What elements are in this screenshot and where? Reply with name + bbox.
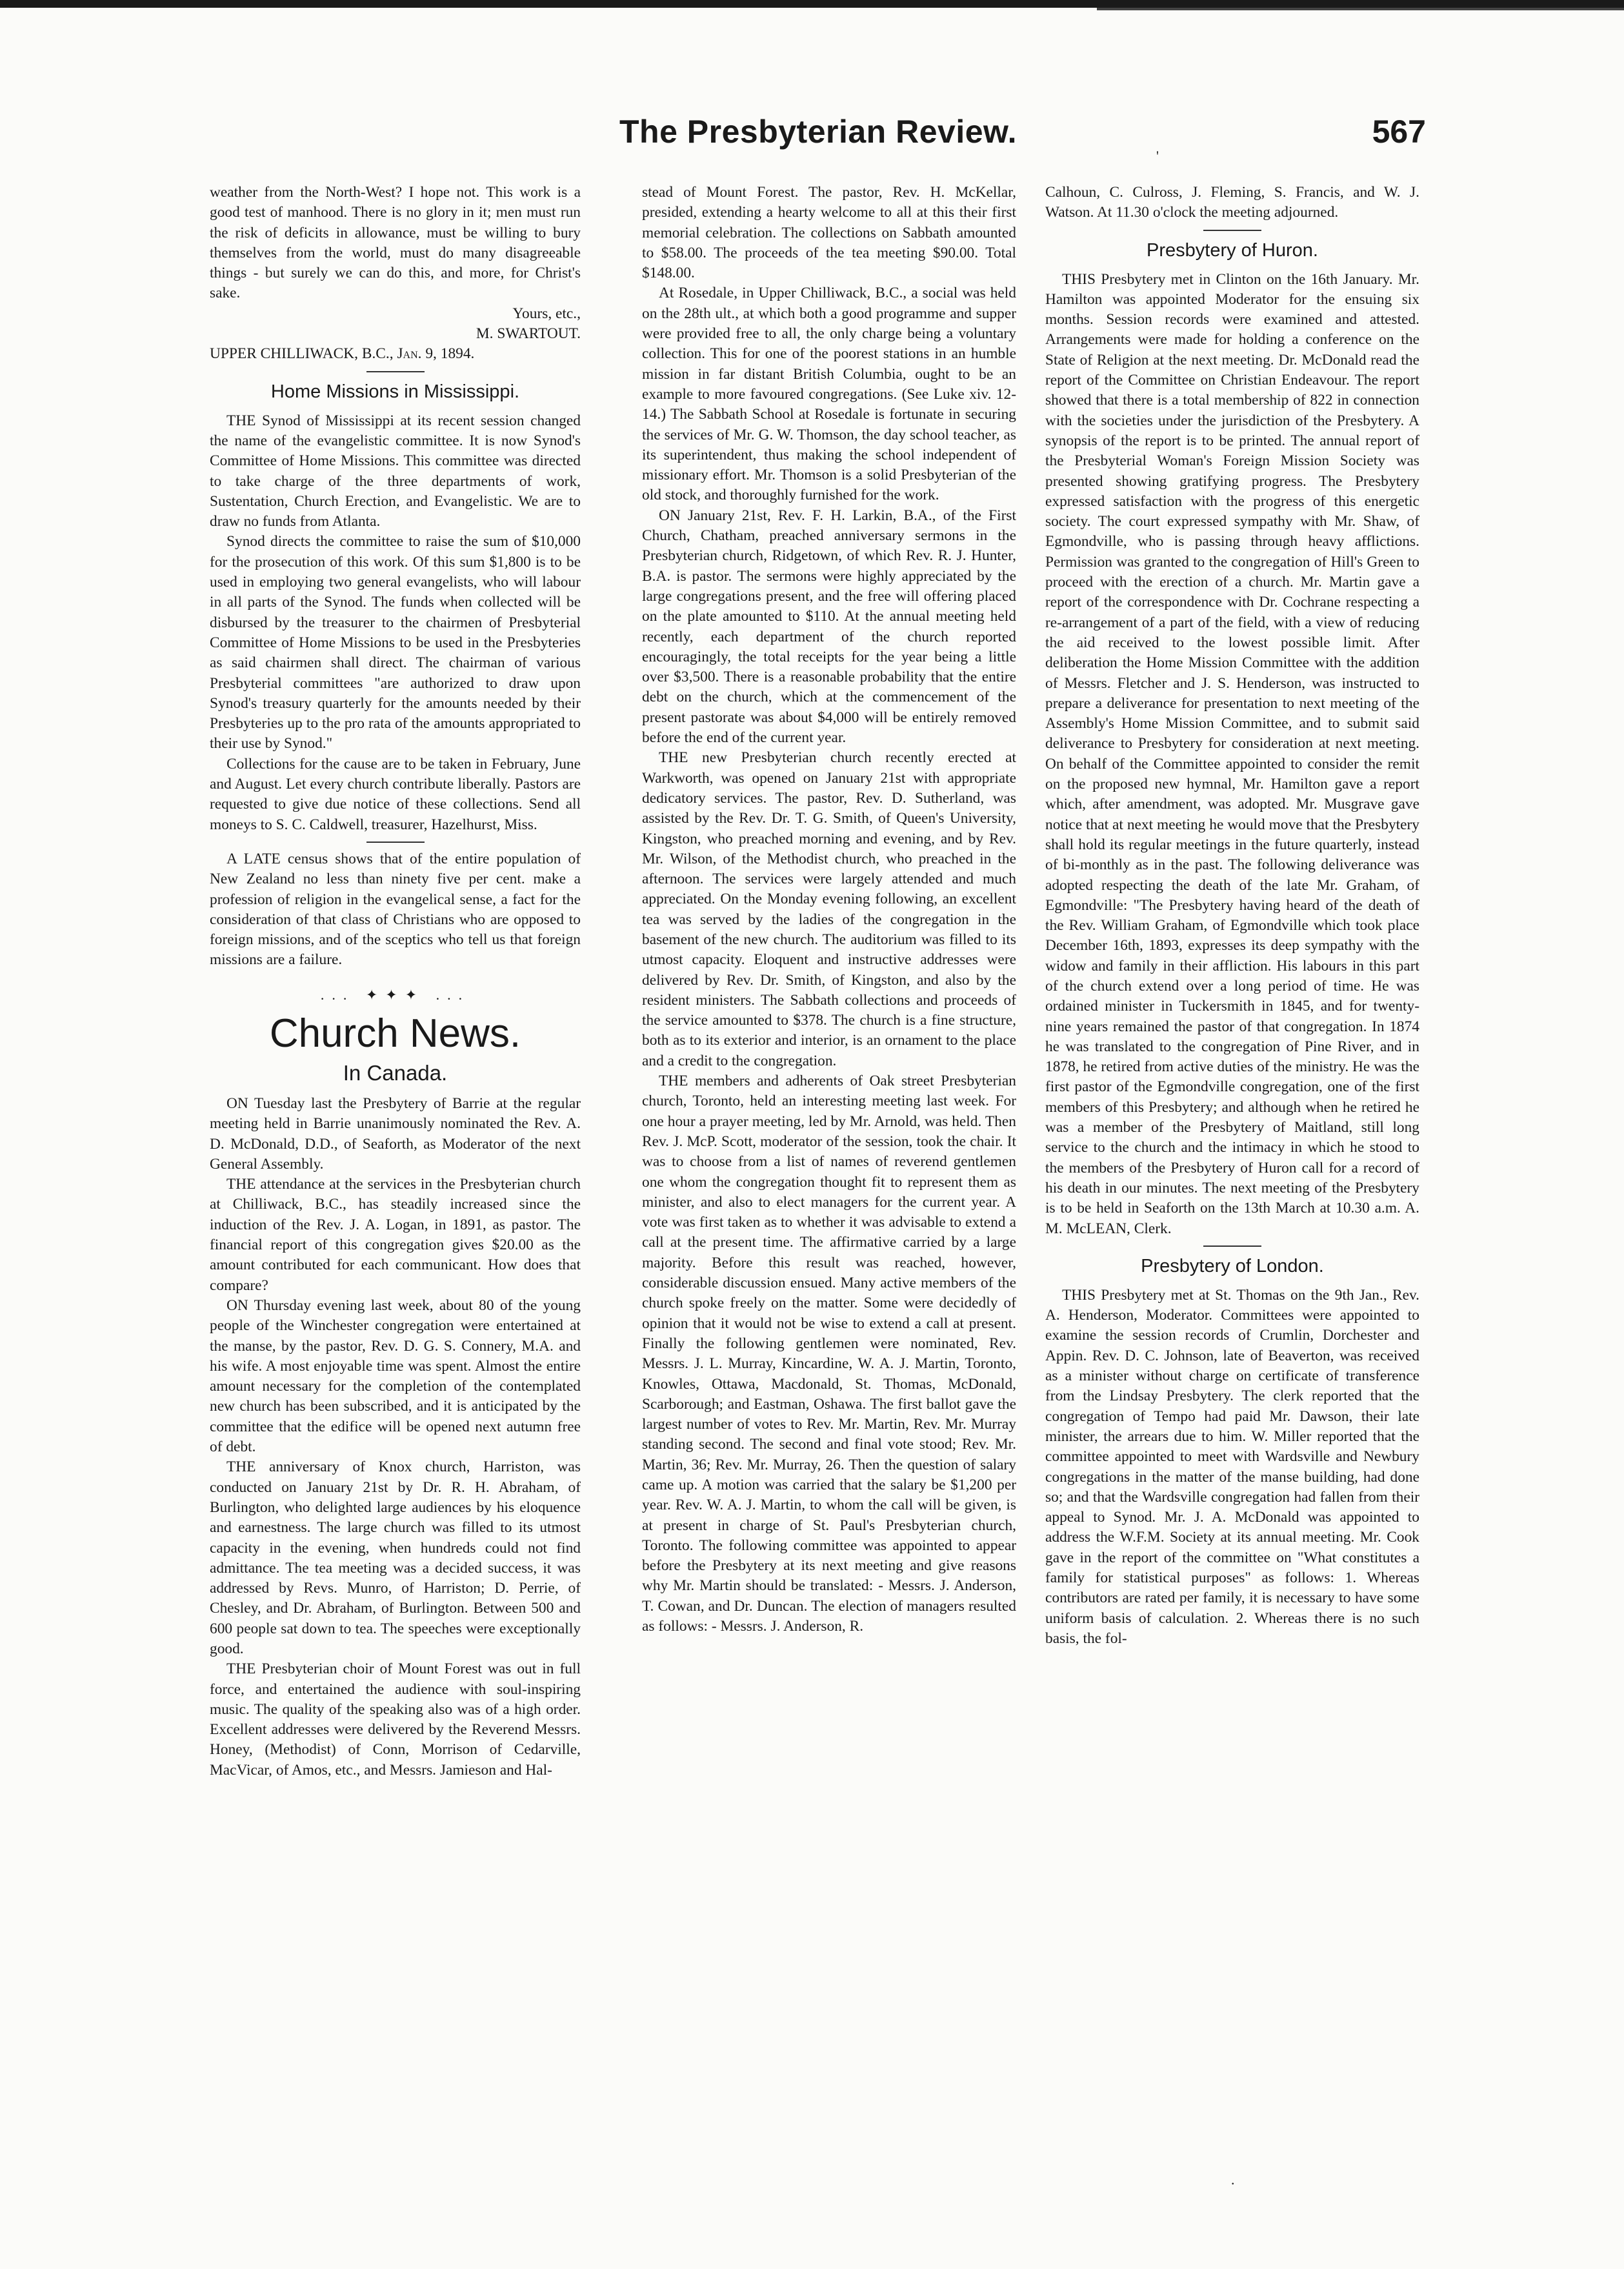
ornament-divider: ... ✦✦✦ ... [320,986,470,1003]
column-2 [642,183,1016,1637]
page-header [619,113,1426,165]
paragraph: ON Thursday evening last week, about 80 of the young people of the Winchester congregation were entertained at the manse, by the pastor, Rev. D. G. S. Connery, M.A. and his wife. A most enjoyable time was spent. Almost the entire amount necessary for the completion of the contemplated new church has been subscribed, and it is anticipated by the committee that the edifice will be opened next autumn free of debt. [210,1296,581,1456]
heading-presbytery-huron: Presbytery of Huron. [1147,239,1318,261]
heading-in-canada: In Canada. [343,1060,448,1085]
paragraph: THE attendance at the services in the Presbyterian church at Chilliwack, B.C., has steadily increased since the induction of the Rev. J. A. Logan, in 1891, as pastor. The financial report of this congregation gives $20.00 as the amount contributed for each communicant. How does that compare? [210,1176,581,1294]
column-1 [210,183,581,1780]
section-rule [1203,1245,1261,1247]
paragraph: THE Synod of Mississippi at its recent session changed the name of the evangelistic committee. It is now Synod's Committee of Home Missions. This committee was directed to take charge of the three departments of work, Sustentation, Church Erection, and Evangelistic. We are to draw no funds from Atlanta. [210,412,581,530]
paragraph: A LATE census shows that of the entire population of New Zealand no less than ninety five per cent. make a profession of religion in the evangelical sense, a fact for the consideration of that class of Christians who are opposed to foreign missions, and of the sceptics who tell us that foreign missions are a failure. [210,850,581,969]
top-edge-rule [0,0,1624,8]
letter-continuation: weather from the North-West? I hope not. This work is a good test of manhood. There is no glory in it; men must run the risk of deficits in allowance, must be willing to bury themselves from the world, must do many disagreeable things - but surely we can do this, and more, for Christ's sake. [210,184,581,302]
paragraph: ON January 21st, Rev. F. H. Larkin, B.A., of the First Church, Chatham, preached anniversary sermons in the Presbyterian church, Ridgetown, of which Rev. R. J. Hunter, B.A. is pastor. The sermons were highly appreciated by the large congregations present, and the free will offering placed on the plate amounted to $110. At the annual meeting held recently, each department of the church reported encouragingly, the total receipts for the year being a little over $3,500. There is a reasonable probability that the entire debt on the church, which at the commencement of the present pastorate was about $4,000 will be entirely removed before the end of the current year. [642,507,1016,747]
section-rule [366,842,425,843]
heading-presbytery-london: Presbytery of London. [1141,1255,1324,1276]
top-edge-rule-secondary [1097,8,1624,10]
letter-signature: M. SWARTOUT. [476,325,581,343]
heading-home-missions: Home Missions in Mississippi. [270,381,520,402]
paragraph-continuation: Calhoun, C. Culross, J. Fleming, S. Francis, and W. J. Watson. At 11.30 o'clock the meeting adjourned. [1045,184,1419,221]
paragraph: THE new Presbyterian church recently erected at Warkworth, was opened on January 21st with appropriate dedicatory services. The pastor, Rev. D. Sutherland, was assisted by the Rev. Dr. T. G. Smith, of Queen's University, Kingston, who preached morning and evening, and by Rev. Mr. Wilson, of the Methodist church, who preached in the afternoon. The services were largely attended and much appreciated. On the Monday evening following, an excellent tea was served by the ladies of the congregation in the basement of the new church. The auditorium was filled to its utmost capacity. Eloquent and instructive addresses were delivered by Rev. Dr. Smith, of Kingston, and also by the resident ministers. The Sabbath collections and proceeds of the service amounted to $378. The church is a fine structure, both as to its exterior and interior, is an ornament to the place and a credit to the congregation. [642,749,1016,1069]
heading-church-news: Church News. [269,1011,521,1056]
paragraph: THE members and adherents of Oak street Presbyterian church, Toronto, held an interesting meeting last week. For one hour a prayer meeting, led by Mr. Arnold, was held. Then Rev. J. McP. Scott, moderator of the session, took the chair. It was to choose from a list of names of reverend gentlemen one whom the congregation thought fit to represent them as minister, and also to elect managers for the current year. A vote was first taken as to whether it was advisable to extend a call at the present time. The affirmative carried by a large majority. Before this result was reached, however, considerable discussion ensued. Many active members of the church spoke freely on the matter. Some were decidedly of opinion that it would not be wise to extend a call at present. Finally the following gentlemen were nominated, Rev. Messrs. J. L. Murray, Kincardine, W. A. J. Martin, Toronto, Knowles, Ottawa, Macdonald, St. Thomas, McDonald, Scarborough; and Eastman, Oshawa. The first ballot gave the largest number of votes to Rev. Mr. Martin, Rev. Mr. Murray standing second. The second and final vote stood; Rev. Mr. Martin, 36; Rev. Mr. Murray, 26. Then the question of salary came up. A motion was carried that the salary be $1,200 per year. Rev. W. A. J. Martin, to whom the call will be given, is at present in charge of St. Paul's Presbyterian church, Toronto. The following committee was appointed to appear before the Presbytery at its next meeting and give reasons why Mr. Martin should be translated: - Messrs. J. Anderson, T. Cowan, and Dr. Duncan. The election of managers resulted as follows: - Messrs. J. Anderson, R. [642,1073,1016,1635]
section-rule [1203,230,1261,231]
paragraph: THE anniversary of Knox church, Harriston, was conducted on January 21st by Dr. R. H. Abraham, of Burlington, who delighted large audiences by his eloquence and earnestness. The large church was filled to its utmost capacity in the evening, when hundreds could not find admittance. The tea meeting was a decided success, it was addressed by Revs. Munro, of Harriston; D. Perrie, of Chesley, and Dr. Abraham, of Burlington. Between 500 and 600 people sat down to tea. The speeches were exceptionally good. [210,1458,581,1657]
page-number: 567 [1372,114,1426,150]
letter-dateline: UPPER CHILLIWACK, B.C., Jan. 9, 1894. [210,345,475,363]
paragraph-continuation: stead of Mount Forest. The pastor, Rev. H. McKellar, presided, extending a hearty welcome to all at this their first memorial celebration. The collections on Sabbath amounted to $58.00. The proceeds of the tea meeting $90.00. Total $148.00. [642,184,1016,282]
column-3 [1045,183,1419,1649]
paragraph: Synod directs the committee to raise the sum of $10,000 for the prosecution of this work. Of this sum $1,800 is to be used in employing two general evangelists, who will labour in all parts of the Synod. The funds when collected will be disbursed by the treasurer to the chairmen of Presbyterial Committee of Home Missions to be used in the Presbyteries as said chairmen shall direct. The chairman of various Presbyterial committees "are authorized to draw upon Synod's treasury quarterly for the amounts needed by their Presbyteries up to the pro rata of the amounts appropriated to their use by Synod." [210,533,581,752]
journal-title: The Presbyterian Review. [619,114,1017,150]
paragraph: THE Presbyterian choir of Mount Forest was out in full force, and entertained the audience with soul-inspiring music. The quality of the speaking also was of a high order. Excellent addresses were delivered by the Reverend Messrs. Honey, (Methodist) of Conn, Morrison of Cedarville, MacVicar, of Amos, etc., and Messrs. Jamieson and Hal- [210,1660,581,1779]
stray-mark: . [1231,2172,1235,2188]
section-rule [366,371,425,372]
paragraph: THIS Presbytery met at St. Thomas on the 9th Jan., Rev. A. Henderson, Moderator. Committees were appointed to examine the session records of Crumlin, Dorchester and Appin. Rev. D. C. Johnson, late of Beaverton, was received as a minister without charge on certificate of transference from the Lindsay Presbytery. The clerk reported that the congregation of Tempo had paid Mr. Dawson, their late minister, the arrears due to him. W. Miller reported that the committee appointed to meet with Wardsville and Newbury congregations in the matter of the manse building, had done so; and that the Wardsville congregation had fallen from their appeal to Synod. Mr. J. A. McDonald was appointed to address the W.F.M. Society at its annual meeting. Mr. Cook gave in the report of the committee on "What constitutes a family for statistical purposes" as follows: 1. Whereas contributors are rated per family, it is necessary to have some uniform basis of calculation. 2. Whereas there is no such basis, the fol- [1045,1286,1419,1647]
letter-closing: Yours, etc., [512,305,581,322]
paragraph: THIS Presbytery met in Clinton on the 16th January. Mr. Hamilton was appointed Moderator for the ensuing six months. Session records were examined and attested. Arrangements were made for holding a conference on the State of Religion at the next meeting. Dr. McDonald read the report of the Committee on Christian Endeavour. The report showed that there is a total membership of 822 in connection with the societies under the jurisdiction of the Presbytery. A synopsis of the report is to be printed. The annual report of the Presbyterial Woman's Foreign Mission Society was presented showing gratifying progress. The Presbytery expressed satisfaction with the progress of this energetic society. The court expressed sympathy with Mr. Shaw, of Egmondville, who is passing through heavy afflictions. Permission was granted to the congregation of Hill's Green to proceed with the erection of a church. Mr. Martin gave a report of the correspondence with Dr. Cochrane respecting a re-arrangement of a part of the field, with a view of reducing the aid received to the lowest possible limit. After deliberation the Home Mission Committee with the addition of Messrs. Fletcher and J. S. Henderson, was instructed to prepare a deliverance for presentation to next meeting of the Assembly's Home Mission Committee, and to submit said deliverance to Presbytery for consideration at next meeting. On behalf of the Committee appointed to consider the remit on the proposed new hymnal, Mr. Hamilton gave a report which, after amendment, was adopted. Mr. Musgrave gave notice that at next meeting he would move that the Presbytery shall hold its regular meetings in the future quarterly, instead of bi-monthly as in the past. The following deliverance was adopted respecting the death of the late Mr. Graham, of Egmondville: "The Presbytery having heard of the death of the Rev. William Graham, of Egmondville which took place December 16th, 1893, expresses its deep sympathy with the widow and family in their affliction. His labours in this part of the church extend over a long period of time. He was ordained minister in Tuckersmith in 1845, and for twenty-nine years remained the pastor of that congregation. In 1874 he was translated to the congregation of Pine River, and in 1878, he retired from active duties of the ministry. He was the first pastor of the Egmondville congregation, one of the first members of this Presbytery; and although when he retired he was a member of the Presbytery of Maitland, still long service to the church and the intimacy in which he stood to the members of the Presbytery of Huron call for a record of his death in our minutes. The next meeting of the Presbytery is to be held in Seaforth on the 13th March at 10.30 a.m. A. M. McLEAN, Clerk. [1045,270,1419,1237]
paragraph: ON Tuesday last the Presbytery of Barrie at the regular meeting held in Barrie unanimously nominated the Rev. A. D. McDonald, D.D., of Seaforth, as Moderator of the next General Assembly. [210,1094,581,1173]
paragraph: At Rosedale, in Upper Chilliwack, B.C., a social was held on the 28th ult., at which both a good programme and supper were provided free to all, the only charge being a voluntary collection. This for one of the poorest stations in an humble mission in far distant British Columbia, ought to be an example to more favoured congregations. (See Luke xiv. 12-14.) The Sabbath School at Rosedale is fortunate in securing the services of Mr. G. W. Thomson, the day school teacher, as its superintendent, thus making the school independent of missionary effort. Mr. Thomson is a solid Presbyterian of the old stock, and thoroughly furnished for the work. [642,285,1016,504]
stray-mark: ' [1156,148,1159,164]
paragraph: Collections for the cause are to be taken in February, June and August. Let every church contribute liberally. Pastors are requested to give due notice of these collections. Send all moneys to S. C. Caldwell, treasurer, Hazelhurst, Miss. [210,755,581,833]
